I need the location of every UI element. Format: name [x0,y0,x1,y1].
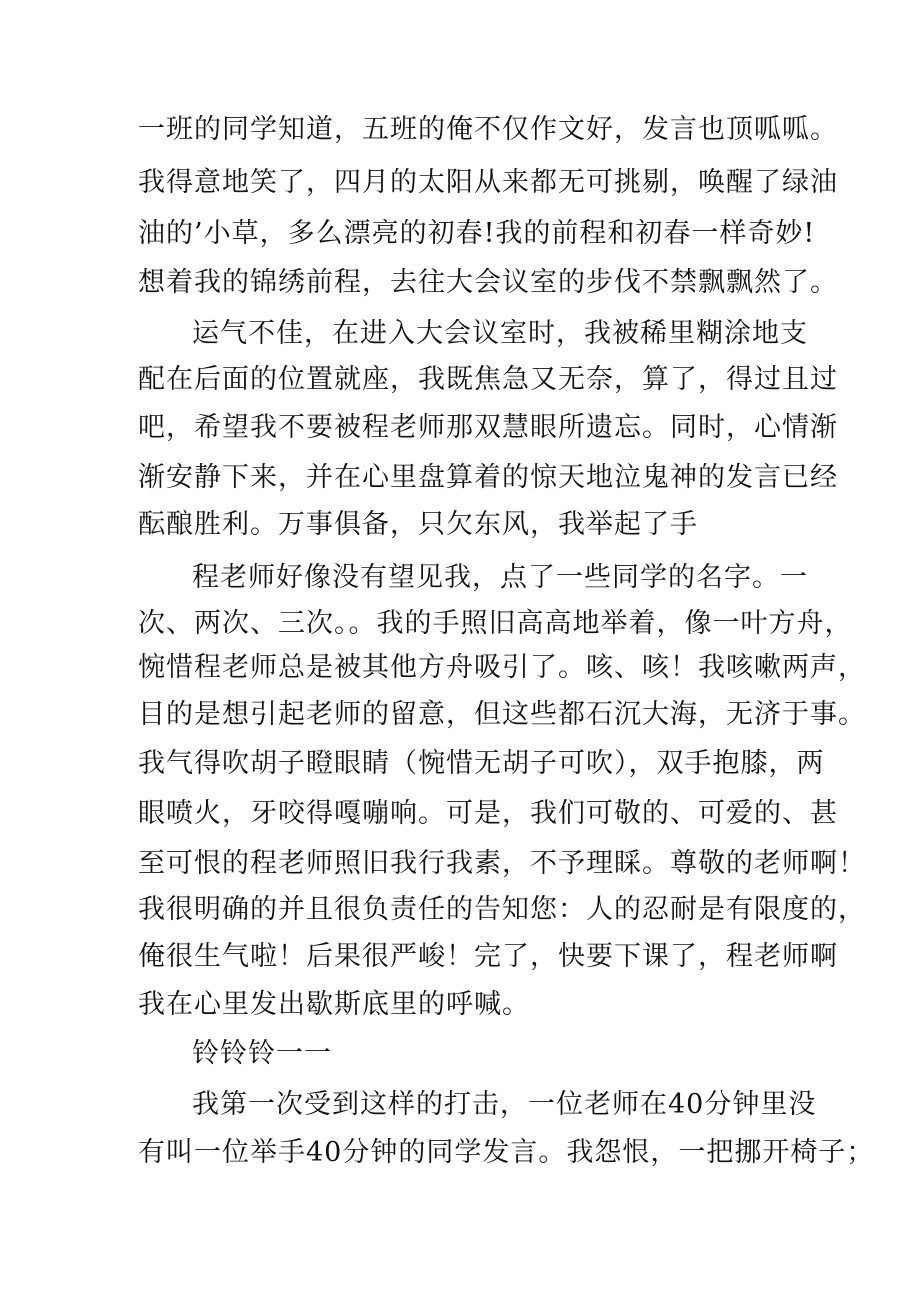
text-line: 运气不佳，在进入大会议室时，我被稀里糊涂地支 [192,318,808,349]
text-line: 配在后面的位置就座，我既焦急又无奈，算了，得过且过 [138,364,838,395]
text-line: 吧，希望我不要被程老师那双慧眼所遗忘。同时，心情渐 [138,412,838,443]
text-line: 我在心里发出歇斯底里的呼喊。 [138,989,530,1020]
text-line: 程老师好像没有望见我，点了一些同学的名字。一 [192,562,808,593]
text-line: 铃铃铃一一 [192,1038,332,1069]
text-line: 至可恨的程老师照旧我行我素，不予理睬。尊敬的老师啊！ [138,848,866,879]
text-line: 我第一次受到这样的打击，一位老师在40分钟里没 [192,1089,817,1120]
text-line: 次、两次、三次。。我的手照旧高高地举着，像一叶方舟， [138,608,853,639]
text-line: 渐安静下来，并在心里盘算着的惊天地泣鬼神的发言已经 [138,462,838,493]
text-line: 俺很生气啦！后果很严峻！完了，快要下课了，程老师啊 [138,941,838,972]
text-line: 眼喷火，牙咬得嘎嘣响。可是，我们可敬的、可爱的、甚 [138,798,838,829]
text-line: 惋惜程老师总是被其他方舟吸引了。咳、咳！我咳嗽两声， [138,652,866,683]
text-line: 想着我的锦绣前程，去往大会议室的步伐不禁飘飘然了。 [138,267,838,298]
text-line: 酝酿胜利。万事俱备，只欠东风，我举起了手 [138,509,698,540]
text-line: 油的’小草，多么漂亮的初春!我的前程和初春一样奇妙! [138,218,816,249]
text-line: 目的是想引起老师的留意，但这些都石沉大海，无济于事。 [138,699,866,730]
text-line: 有叫一位举手40分钟的同学发言。我怨恨，一把挪开椅子； [138,1137,875,1168]
text-line: 我气得吹胡子瞪眼睛（惋惜无胡子可吹），双手抱膝，两 [138,748,825,779]
text-line: 我得意地笑了，四月的太阳从来都无可挑剔，唤醒了绿油 [138,167,838,198]
text-line: 我很明确的并且很负责任的告知您：人的忍耐是有限度的， [138,894,866,925]
text-line: 一班的同学知道，五班的俺不仅作文好，发言也顶呱呱。 [138,114,838,145]
